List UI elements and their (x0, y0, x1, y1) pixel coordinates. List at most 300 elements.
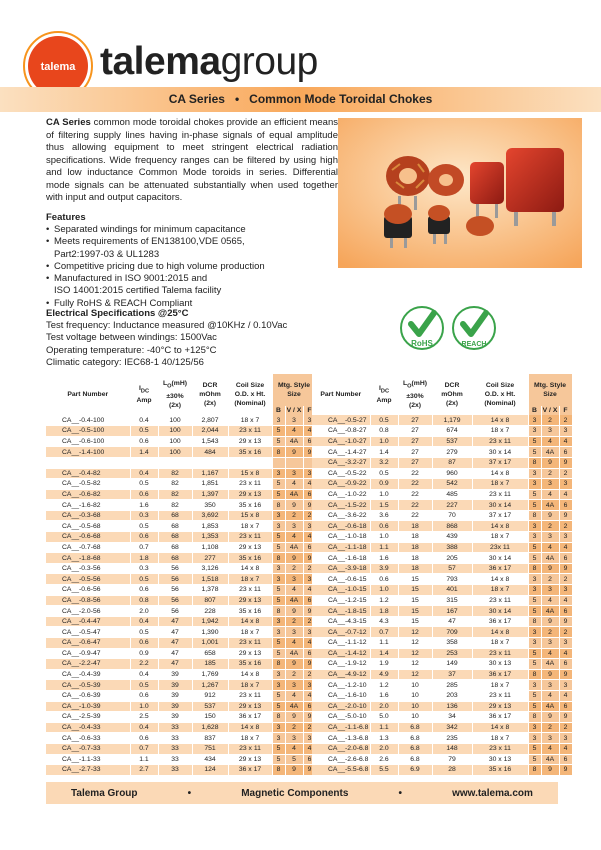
style-f-cell: 4 (559, 436, 572, 447)
style-vx-cell: 3 (285, 733, 303, 744)
inductance-cell: 82 (158, 479, 192, 490)
idc-cell: 0.7 (370, 627, 398, 638)
table-row (312, 500, 572, 511)
table-row (312, 659, 572, 670)
part-number-cell: CA__-0.5-56 (46, 574, 130, 585)
style-b-cell: 3 (528, 415, 541, 426)
table-row (312, 765, 572, 776)
footer-dot: • (398, 787, 403, 799)
style-vx-cell: 4A (285, 436, 303, 447)
dcr-cell: 228 (192, 606, 228, 617)
feature-item: ISO 14001:2015 certified Talema facility (54, 285, 222, 297)
table-row (46, 510, 316, 521)
style-f-cell: 6 (303, 754, 316, 765)
style-f-cell: 2 (303, 510, 316, 521)
idc-cell: 4.9 (370, 669, 398, 680)
dcr-cell: 28 (432, 765, 472, 776)
style-f-cell: 2 (303, 563, 316, 574)
style-vx-cell: 4A (285, 648, 303, 659)
inductance-cell: 82 (158, 500, 192, 511)
style-vx-cell: 4A (541, 659, 559, 670)
inductance-cell: 18 (398, 542, 432, 553)
part-number-cell: CA__-2.0-56 (46, 606, 130, 617)
part-number-cell: CA__-0.4-100 (46, 415, 130, 426)
coil-size-cell: 29 x 13 (228, 595, 272, 606)
table-row (46, 669, 316, 680)
dcr-cell: 537 (192, 701, 228, 712)
part-number-cell: CA__-0.4-39 (46, 669, 130, 680)
style-f-cell: 9 (559, 616, 572, 627)
idc-cell: 4.3 (370, 616, 398, 627)
table-row (46, 574, 316, 585)
dcr-cell: 1,390 (192, 627, 228, 638)
table-row (46, 563, 316, 574)
dcr-cell: 87 (432, 457, 472, 468)
inductance-cell: 10 (398, 690, 432, 701)
idc-cell: 0.6 (130, 690, 158, 701)
style-vx-cell: 3 (541, 680, 559, 691)
inductance-cell: 12 (398, 638, 432, 649)
part-number-cell: CA__-1.6-10 (312, 690, 370, 701)
dcr-cell: 350 (192, 500, 228, 511)
style-b-cell: 5 (528, 659, 541, 670)
coil-size-cell: 15 x 8 (228, 510, 272, 521)
style-b-cell: 5 (528, 701, 541, 712)
table-row (46, 521, 316, 532)
idc-cell: 0.4 (130, 722, 158, 733)
style-vx-cell: 4 (285, 479, 303, 490)
coil-size-cell: 18 x 7 (228, 627, 272, 638)
coil-size-cell: 30 x 13 (472, 754, 528, 765)
inductance-cell: 56 (158, 574, 192, 585)
coil-size-cell: 35 x 16 (228, 659, 272, 670)
idc-cell: 0.6 (130, 489, 158, 500)
style-vx-cell: 4A (541, 754, 559, 765)
style-b-cell: 5 (528, 447, 541, 458)
style-vx-cell: 2 (285, 669, 303, 680)
inductance-cell: 68 (158, 532, 192, 543)
table-row (312, 447, 572, 458)
style-b-cell: 5 (528, 553, 541, 564)
part-number-cell: CA__-1.2-10 (312, 680, 370, 691)
col-header-b: B (528, 406, 541, 415)
style-f-cell: 3 (559, 426, 572, 437)
table-row (312, 701, 572, 712)
style-b-cell: 3 (528, 426, 541, 437)
features-heading: Features (46, 212, 86, 223)
style-vx-cell: 4 (285, 690, 303, 701)
table-row (312, 638, 572, 649)
dcr-cell: 167 (432, 606, 472, 617)
inductance-cell: 27 (398, 436, 432, 447)
style-f-cell: 9 (559, 765, 572, 776)
coil-size-cell (228, 457, 272, 468)
part-number-cell: CA__-1.4-12 (312, 648, 370, 659)
feature-item: • Separated windings for minimum capacitance (46, 224, 346, 236)
inductance-cell: 6.8 (398, 733, 432, 744)
coil-size-cell: 35 x 16 (228, 606, 272, 617)
coil-size-cell: 18 x 7 (472, 585, 528, 596)
coil-size-cell: 18 x 7 (472, 638, 528, 649)
dcr-cell: 358 (432, 638, 472, 649)
inductance-cell: 27 (398, 447, 432, 458)
idc-cell: 0.6 (370, 521, 398, 532)
inductance-cell: 22 (398, 489, 432, 500)
part-number-cell: CA__-1.1-12 (312, 638, 370, 649)
coil-size-cell: 14 x 8 (228, 669, 272, 680)
idc-cell: 1.0 (370, 585, 398, 596)
table-row (46, 500, 316, 511)
dcr-cell: 868 (432, 521, 472, 532)
style-vx-cell: 3 (285, 468, 303, 479)
dcr-cell: 235 (432, 733, 472, 744)
style-f-cell: 3 (303, 733, 316, 744)
part-number-cell: CA__-4.3-15 (312, 616, 370, 627)
style-vx-cell: 4 (285, 638, 303, 649)
style-f-cell: 3 (303, 415, 316, 426)
coil-size-cell: 14 x 8 (472, 521, 528, 532)
part-number-cell: CA__-3.2-27 (312, 457, 370, 468)
part-number-cell: CA__-2.2-47 (46, 659, 130, 670)
inductance-cell: 22 (398, 510, 432, 521)
footer-company: Talema Group (71, 787, 138, 799)
table-row (46, 712, 316, 723)
inductance-cell: 27 (398, 426, 432, 437)
style-f-cell: 4 (303, 585, 316, 596)
coil-size-cell: 36 x 17 (472, 563, 528, 574)
part-number-cell: CA__-0.9-47 (46, 648, 130, 659)
inductance-cell: 6.8 (398, 754, 432, 765)
table-row (312, 521, 572, 532)
col-header-mtg: Mtg. Style Size (528, 374, 572, 406)
style-f-cell: 6 (303, 542, 316, 553)
inductance-cell: 68 (158, 510, 192, 521)
dcr-cell: 485 (432, 489, 472, 500)
table-row (46, 436, 316, 447)
style-f-cell: 6 (303, 648, 316, 659)
part-number-cell: CA__-1.1-33 (46, 754, 130, 765)
part-number-cell: CA__-1.3-6.8 (312, 733, 370, 744)
dcr-cell: 484 (192, 447, 228, 458)
idc-cell: 1.2 (370, 680, 398, 691)
style-vx-cell: 4 (541, 595, 559, 606)
style-vx-cell: 4A (285, 701, 303, 712)
style-vx-cell: 3 (541, 733, 559, 744)
dcr-cell: 537 (432, 436, 472, 447)
style-b-cell: 5 (528, 500, 541, 511)
part-number-cell: CA__-0.3-68 (46, 510, 130, 521)
dcr-cell: 185 (192, 659, 228, 670)
style-b-cell: 3 (272, 574, 285, 585)
inductance-cell: 6.9 (398, 765, 432, 776)
dcr-cell: 1,108 (192, 542, 228, 553)
feature-item: • Meets requirements of EN138100,VDE 0565, (46, 236, 346, 248)
idc-cell: 1.1 (370, 638, 398, 649)
style-b-cell: 8 (528, 712, 541, 723)
style-b-cell: 3 (272, 563, 285, 574)
coil-size-cell: 23 x 11 (228, 585, 272, 596)
inductance-cell: 39 (158, 680, 192, 691)
coil-size-cell: 15 x 8 (228, 468, 272, 479)
style-b-cell: 5 (272, 595, 285, 606)
col-header-b: B (272, 406, 285, 415)
coil-size-cell: 18 x 7 (472, 680, 528, 691)
style-f-cell: 3 (559, 532, 572, 543)
table-row (312, 648, 572, 659)
company-wordmark: talemagroup (100, 40, 318, 83)
footer-website-link[interactable]: www.talema.com (452, 787, 533, 799)
style-b-cell: 8 (528, 563, 541, 574)
table-row (312, 680, 572, 691)
dcr-cell: 285 (432, 680, 472, 691)
feature-item: Part2:1997-03 & UL1283 (54, 248, 160, 260)
table-row (46, 638, 316, 649)
coil-size-cell: 14 x 8 (472, 574, 528, 585)
inductance-cell: 100 (158, 426, 192, 437)
style-f-cell: 3 (303, 627, 316, 638)
style-vx-cell (285, 457, 303, 468)
part-number-cell: CA__-0.4-47 (46, 616, 130, 627)
idc-cell: 0.6 (130, 638, 158, 649)
table-row (46, 690, 316, 701)
svg-text:RoHS: RoHS (411, 339, 433, 348)
style-f-cell: 3 (559, 479, 572, 490)
style-f-cell: 3 (559, 680, 572, 691)
inductance-cell: 82 (158, 489, 192, 500)
table-row (46, 595, 316, 606)
col-header-idc: $I_{DC}$ Amp (130, 374, 158, 415)
style-b-cell: 3 (272, 680, 285, 691)
table-row (46, 542, 316, 553)
style-b-cell: 3 (528, 722, 541, 733)
style-f-cell: 3 (303, 680, 316, 691)
idc-cell: 0.4 (130, 415, 158, 426)
idc-cell: 3.2 (370, 457, 398, 468)
style-vx-cell: 4A (541, 701, 559, 712)
part-number-cell: CA__-0.6-33 (46, 733, 130, 744)
style-b-cell: 5 (528, 690, 541, 701)
coil-size-cell: 23 x 11 (228, 743, 272, 754)
part-number-cell: CA__-4.9-12 (312, 669, 370, 680)
inductance-cell: 27 (398, 415, 432, 426)
part-number-cell: CA__-2.0-6.8 (312, 743, 370, 754)
idc-cell: 2.2 (130, 659, 158, 670)
style-vx-cell: 9 (541, 457, 559, 468)
table-row (312, 479, 572, 490)
table-row (46, 659, 316, 670)
idc-cell: 1.1 (130, 754, 158, 765)
coil-size-cell: 18 x 7 (472, 733, 528, 744)
part-number-cell: CA__-0.5-39 (46, 680, 130, 691)
coil-size-cell: 23 x 11 (472, 489, 528, 500)
style-vx-cell: 9 (285, 606, 303, 617)
style-f-cell: 4 (303, 690, 316, 701)
part-number-cell: CA__-0.8-56 (46, 595, 130, 606)
dcr-cell: 1,543 (192, 436, 228, 447)
part-number-cell: CA__-0.9-22 (312, 479, 370, 490)
style-vx-cell: 2 (541, 722, 559, 733)
style-f-cell: 2 (559, 415, 572, 426)
style-vx-cell: 4 (285, 426, 303, 437)
style-vx-cell: 3 (541, 426, 559, 437)
style-f-cell: 6 (559, 553, 572, 564)
style-f-cell: 6 (559, 754, 572, 765)
part-number-cell: CA__-0.6-47 (46, 638, 130, 649)
coil-size-cell: 18 x 7 (228, 415, 272, 426)
inductance-cell: 39 (158, 712, 192, 723)
table-row (312, 595, 572, 606)
style-vx-cell: 9 (541, 616, 559, 627)
table-row (46, 415, 316, 426)
dcr-cell (192, 457, 228, 468)
col-header-f: F (303, 406, 316, 415)
inductance-cell: 33 (158, 743, 192, 754)
footer-bar (46, 782, 558, 804)
part-number-cell: CA__-0.6-100 (46, 436, 130, 447)
part-number-cell: CA__-1.0-22 (312, 489, 370, 500)
part-number-cell: CA__-0.8-27 (312, 426, 370, 437)
inductance-cell: 33 (158, 733, 192, 744)
style-b-cell: 5 (272, 479, 285, 490)
dcr-cell: 148 (432, 743, 472, 754)
dcr-cell: 1,378 (192, 585, 228, 596)
coil-size-cell: 37 x 17 (472, 457, 528, 468)
dcr-cell: 315 (432, 595, 472, 606)
coil-size-cell: 18 x 7 (472, 479, 528, 490)
coil-size-cell: 23 x 11 (228, 426, 272, 437)
dcr-cell: 1,769 (192, 669, 228, 680)
style-f-cell: 2 (303, 669, 316, 680)
inductance-cell: 22 (398, 468, 432, 479)
style-f-cell: 4 (559, 542, 572, 553)
dcr-cell: 542 (432, 479, 472, 490)
idc-cell: 1.9 (370, 659, 398, 670)
inductance-cell: 10 (398, 701, 432, 712)
coil-size-cell: 14 x 8 (472, 415, 528, 426)
dcr-cell: 1,179 (432, 415, 472, 426)
idc-cell: 2.0 (370, 743, 398, 754)
coil-size-cell: 18 x 7 (228, 680, 272, 691)
spec-line: Operating temperature: -40°C to +125°C (46, 344, 217, 356)
coil-size-cell: 23x 11 (472, 542, 528, 553)
dcr-cell: 342 (432, 722, 472, 733)
style-f-cell: 6 (559, 500, 572, 511)
series-banner-title: CA Series • Common Mode Toroidal Chokes (168, 92, 433, 106)
style-f-cell: 3 (559, 585, 572, 596)
style-vx-cell: 3 (541, 479, 559, 490)
coil-size-cell: 30 x 14 (472, 500, 528, 511)
style-b-cell: 3 (272, 468, 285, 479)
coil-size-cell: 18 x 7 (472, 532, 528, 543)
style-vx-cell: 4 (541, 542, 559, 553)
style-b-cell: 5 (528, 606, 541, 617)
style-vx-cell: 4A (285, 542, 303, 553)
style-vx-cell: 4A (285, 489, 303, 500)
idc-cell: 2.0 (130, 606, 158, 617)
style-b-cell: 8 (528, 616, 541, 627)
dcr-cell: 205 (432, 553, 472, 564)
part-number-cell: CA__-1.1-6.8 (312, 722, 370, 733)
inductance-cell: 39 (158, 701, 192, 712)
col-header-f: F (559, 406, 572, 415)
part-number-cell: CA__-2.5-39 (46, 712, 130, 723)
dcr-cell: 960 (432, 468, 472, 479)
style-b-cell: 3 (528, 574, 541, 585)
style-vx-cell: 9 (285, 765, 303, 776)
inductance-cell: 56 (158, 563, 192, 574)
idc-cell: 2.5 (130, 712, 158, 723)
style-f-cell: 6 (303, 595, 316, 606)
style-vx-cell: 9 (541, 712, 559, 723)
table-row (312, 627, 572, 638)
style-vx-cell: 3 (541, 585, 559, 596)
coil-size-cell: 23 x 11 (228, 479, 272, 490)
style-vx-cell: 9 (541, 563, 559, 574)
part-number-cell: CA__-0.6-56 (46, 585, 130, 596)
part-number-cell: CA__-0.5-82 (46, 479, 130, 490)
part-number-cell: CA__-0.6-15 (312, 574, 370, 585)
idc-cell: 1.0 (370, 489, 398, 500)
part-number-cell: CA__-2.6-6.8 (312, 754, 370, 765)
part-number-cell: CA__-2.0-10 (312, 701, 370, 712)
idc-cell: 0.5 (370, 468, 398, 479)
inductance-cell: 18 (398, 532, 432, 543)
style-b-cell: 5 (272, 436, 285, 447)
coil-size-cell: 23 x 11 (228, 638, 272, 649)
style-f-cell: 9 (559, 510, 572, 521)
coil-size-cell: 36 x 17 (472, 616, 528, 627)
style-b-cell: 3 (272, 510, 285, 521)
inductance-cell: 15 (398, 595, 432, 606)
idc-cell: 1.6 (130, 500, 158, 511)
part-number-cell: CA__-5.0-10 (312, 712, 370, 723)
style-f-cell: 2 (559, 521, 572, 532)
style-vx-cell: 2 (285, 722, 303, 733)
inductance-cell: 68 (158, 553, 192, 564)
style-vx-cell: 3 (541, 638, 559, 649)
style-b-cell: 5 (272, 542, 285, 553)
table-row (46, 754, 316, 765)
style-f-cell: 9 (303, 553, 316, 564)
part-number-cell: CA__-1.0-27 (312, 436, 370, 447)
intro-paragraph: CA Series common mode toroidal chokes provide an efficient means of filtering supply lines having in-phase signals of equal amplitude thus allowing equipment to meet stringent electrical radiation specifications. Wide frequency ranges can be filtered by using high and low inductance Common Mode toroids in series. Differential mode signals can be attenuated substantially when used together with input and output capacitors. (46, 117, 338, 203)
dcr-cell: 793 (432, 574, 472, 585)
dcr-cell: 227 (432, 500, 472, 511)
style-b-cell: 5 (272, 648, 285, 659)
dcr-cell: 1,628 (192, 722, 228, 733)
inductance-cell: 15 (398, 606, 432, 617)
coil-size-cell: 18 x 7 (228, 521, 272, 532)
style-vx-cell: 2 (285, 563, 303, 574)
coil-size-cell: 23 x 11 (472, 743, 528, 754)
style-vx-cell: 3 (285, 680, 303, 691)
coil-size-cell: 23 x 11 (228, 690, 272, 701)
idc-cell: 1.1 (370, 542, 398, 553)
idc-cell: 2.6 (370, 754, 398, 765)
style-f-cell: 2 (303, 616, 316, 627)
dcr-cell: 37 (432, 669, 472, 680)
style-f-cell: 4 (303, 743, 316, 754)
spec-line: Climatic category: IEC68-1 40/125/56 (46, 356, 204, 368)
style-f-cell: 3 (303, 468, 316, 479)
inductance-cell: 68 (158, 521, 192, 532)
svg-text:talema: talema (40, 61, 76, 73)
style-f-cell: 9 (303, 659, 316, 670)
table-row (46, 457, 316, 468)
coil-size-cell: 14 x 8 (472, 722, 528, 733)
style-vx-cell: 4 (541, 743, 559, 754)
coil-size-cell: 23 x 11 (472, 436, 528, 447)
